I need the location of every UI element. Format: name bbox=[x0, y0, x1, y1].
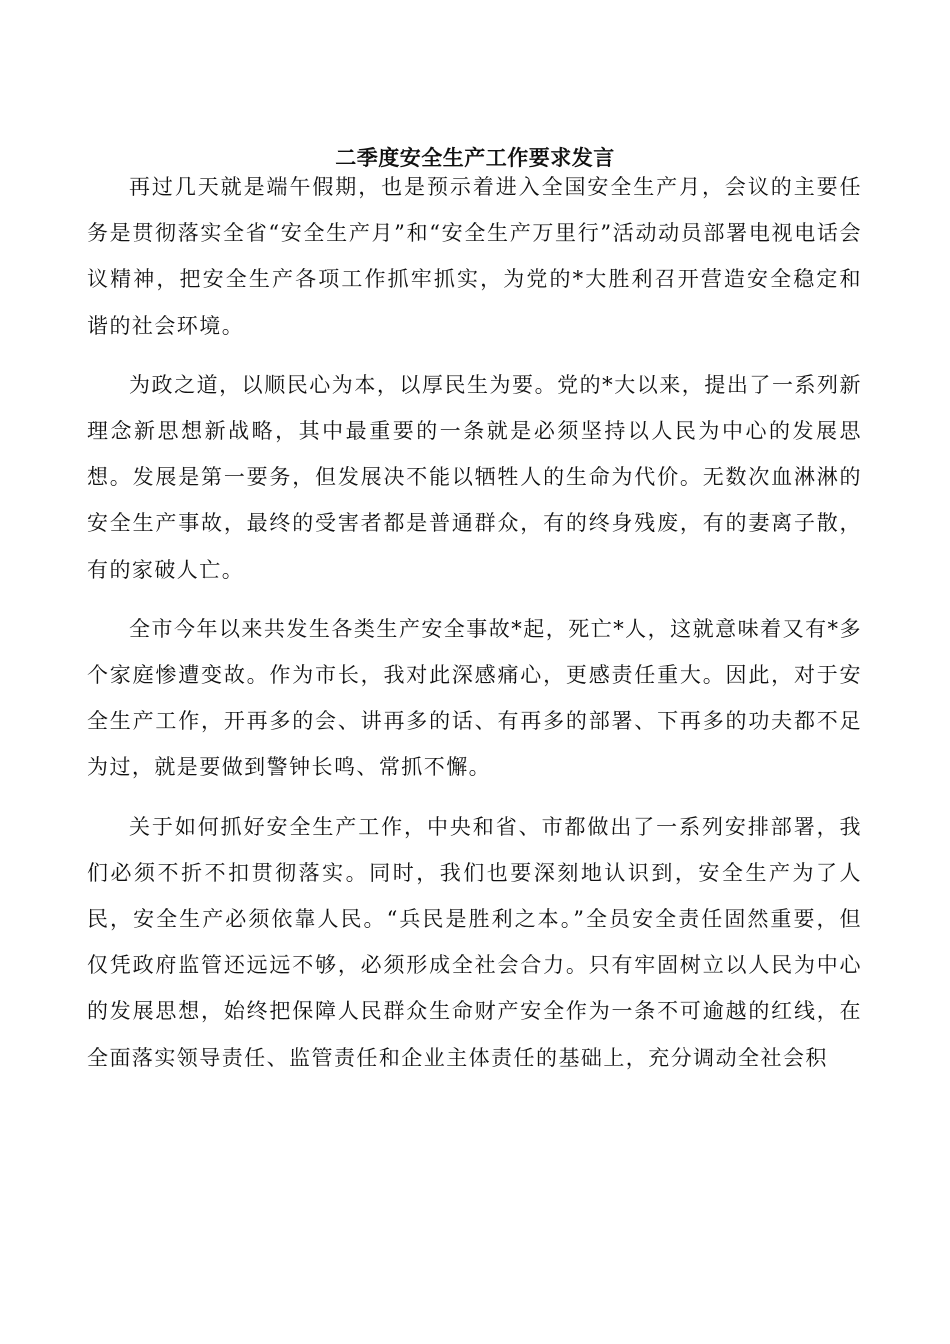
document-title: 二季度安全生产工作要求发言 bbox=[335, 145, 615, 170]
paragraph-1: 再过几天就是端午假期，也是预示着进入全国安全生产月，会议的主要任务是贯彻落实全省“安全生产月”和“安全生产万里行”活动动员部署电视电话会议精神，把安全生产各项工作抓牢抓实，为党的*大胜利召开营造安全稳定和谐的社会环境。 bbox=[87, 175, 862, 338]
paragraph-4: 关于如何抓好安全生产工作，中央和省、市都做出了一系列安排部署，我们必须不折不扣贯彻落实。同时，我们也要深刻地认识到，安全生产为了人民，安全生产必须依靠人民。“兵民是胜利之本。”全员安全责任固然重要，但仅凭政府监管还远远不够，必须形成全社会合力。只有牢固树立以人民为中心的发展思想，始终把保障人民群众生命财产安全作为一条不可逾越的红线，在全面落实领导责任、监管责任和企业主体责任的基础上，充分调动全社会积 bbox=[87, 814, 862, 1070]
paragraph-spacer bbox=[87, 593, 862, 606]
paragraph-spacer bbox=[87, 791, 862, 804]
paragraph-spacer bbox=[87, 349, 862, 362]
document-body bbox=[87, 164, 862, 1081]
paragraph-2: 为政之道，以顺民心为本，以厚民生为要。党的*大以来，提出了一系列新理念新思想新战略，其中最重要的一条就是必须坚持以人民为中心的发展思想。发展是第一要务，但发展决不能以牺牲人的生命为代价。无数次血淋淋的安全生产事故，最终的受害者都是普通群众，有的终身残废，有的妻离子散，有的家破人亡。 bbox=[87, 372, 862, 582]
paragraph-3: 全市今年以来共发生各类生产安全事故*起，死亡*人，这就意味着又有*多个家庭惨遭变故。作为市长，我对此深感痛心，更感责任重大。因此，对于安全生产工作，开再多的会、讲再多的话、有再多的部署、下再多的功夫都不足为过，就是要做到警钟长鸣、常抓不懈。 bbox=[87, 616, 862, 780]
